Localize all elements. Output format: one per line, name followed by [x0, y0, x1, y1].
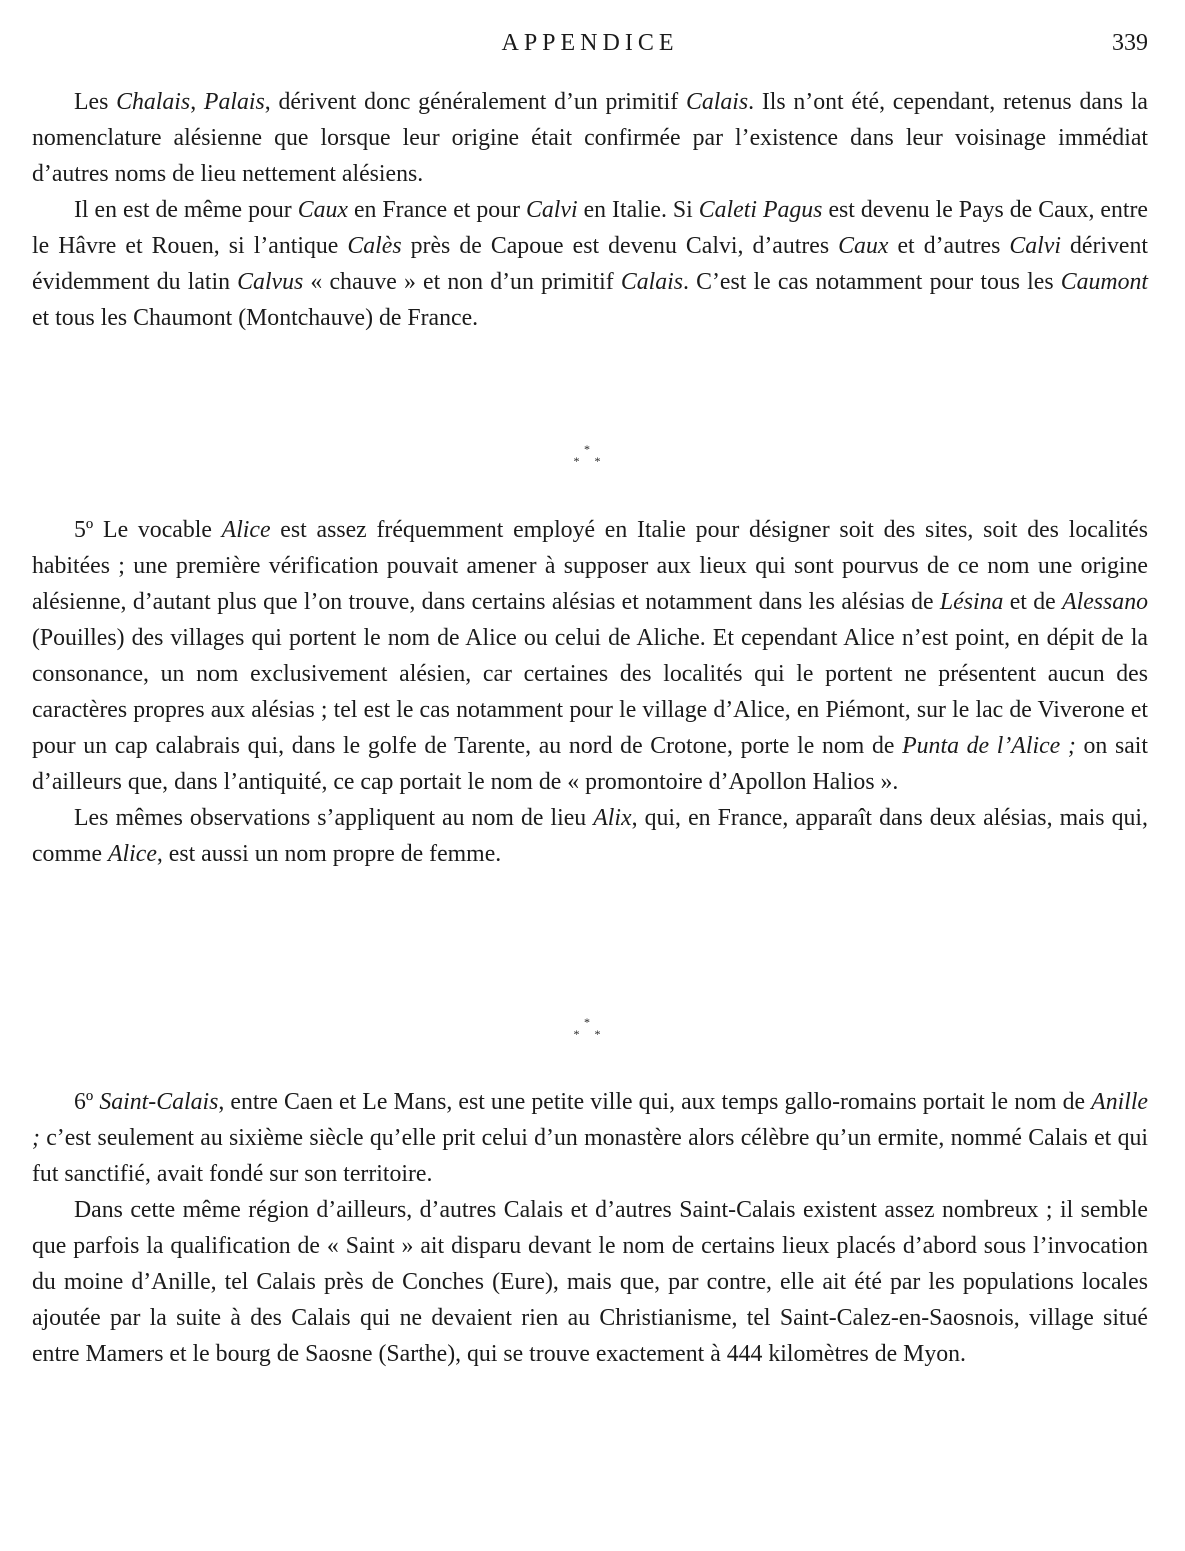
- italic-run: Calès: [347, 233, 402, 259]
- section-saint-calais: [32, 1084, 1148, 1372]
- asterism-top-star: *: [584, 1015, 596, 1029]
- asterism-divider: [560, 1016, 620, 1040]
- text-run: Dans cette même région d’ailleurs, d’autres Calais et d’autres Saint-Calais existent assez nombreux ; il semble que parfois la qualification de « Saint » ait disparu devant le nom de certains lieux placés d’abord sous l’invocation du moine d’Anille, tel Calais près de Conches (Eure), mais que, par contre, elle ait été par les populations locales ajoutée par la suite à des Calais qui ne devaient rien au Christianisme, tel Saint-Calez-en-Saosnois, village situé entre Mamers et le bourg de Saosne (Sarthe), qui se trouve exactement à 444 kilomètres de Myon.: [32, 1197, 1148, 1367]
- text-run: . C’est le cas notamment pour tous les: [683, 269, 1061, 295]
- text-run: on sait d’ailleurs que, dans l’antiquité, ce cap portait le nom de « promontoire d’Apollon Halios ».: [32, 733, 1148, 795]
- italic-run: Calvus: [237, 269, 304, 295]
- section-calais-caux: [32, 84, 1148, 336]
- text-run: , dérivent donc généralement d’un primitif: [264, 89, 686, 115]
- paragraph: [32, 1192, 1148, 1372]
- italic-run: Calvi: [526, 197, 578, 223]
- text-run: , est aussi un nom propre de femme.: [156, 841, 502, 867]
- text-run: Les: [74, 89, 117, 115]
- italic-run: Lésina: [939, 589, 1004, 615]
- text-run: « chauve » et non d’un primitif: [303, 269, 621, 295]
- italic-run: Caumont: [1060, 269, 1148, 295]
- section-alice: [32, 512, 1148, 872]
- asterism-top-star: *: [584, 442, 596, 456]
- italic-run: Calvi: [1009, 233, 1061, 259]
- italic-run: Calais: [685, 89, 749, 115]
- italic-run: Anille ;: [32, 1089, 1148, 1151]
- italic-run: Caleti Pagus: [698, 197, 823, 223]
- italic-run: Punta de l’Alice ;: [902, 733, 1076, 759]
- text-run: près de Capoue est devenu Calvi, d’autres: [401, 233, 839, 259]
- italic-run: Chalais: [116, 89, 191, 115]
- running-title: APPENDICE: [501, 30, 679, 56]
- text-run: et tous les Chaumont (Montchauve) de France.: [32, 305, 479, 331]
- asterism-bottom-stars: * *: [573, 454, 607, 468]
- text-run: en Italie. Si: [577, 197, 699, 223]
- asterism-bottom-stars: * *: [573, 1027, 607, 1041]
- italic-run: Alix: [593, 805, 632, 831]
- text-run: 5º Le vocable: [74, 517, 222, 543]
- italic-run: Alice: [221, 517, 271, 543]
- paragraph: [32, 1084, 1148, 1192]
- italic-run: Alice: [108, 841, 157, 867]
- text-run: Il en est de même pour: [74, 197, 298, 223]
- text-run: est assez fréquemment employé en Italie pour désigner soit des sites, soit des localités habitées ; une première vérification pouvait amener à supposer aux lieux qui sont pourvus de ce nom une origine alésienne, d’autant plus que l’on trouve, dans certains alésias et notamment dans les alésias de: [32, 517, 1148, 615]
- page-number: 339: [1112, 30, 1148, 56]
- running-header: [32, 30, 1148, 64]
- text-run: et de: [1003, 589, 1063, 615]
- text-run: , qui, en France, apparaît dans deux alésias, mais qui, comme: [32, 805, 1148, 867]
- text-run: dérivent évidemment du latin: [32, 233, 1148, 295]
- italic-run: Caux: [838, 233, 889, 259]
- text-run: en France et pour: [347, 197, 527, 223]
- paragraph: [32, 800, 1148, 872]
- text-run: ,: [190, 89, 204, 115]
- paragraph: [32, 84, 1148, 192]
- text-run: est devenu le Pays de Caux, entre le Hâvre et Rouen, si l’antique: [32, 197, 1148, 259]
- asterism-divider: [560, 443, 620, 467]
- italic-run: Calais: [620, 269, 684, 295]
- italic-run: Palais: [203, 89, 265, 115]
- italic-run: Saint-Calais: [99, 1089, 219, 1115]
- italic-run: Alessano: [1062, 589, 1148, 615]
- text-run: 6º: [74, 1089, 100, 1115]
- paragraph: [32, 512, 1148, 800]
- paragraph: [32, 192, 1148, 336]
- text-run: et d’autres: [888, 233, 1010, 259]
- text-run: Les mêmes observations s’appliquent au nom de lieu: [74, 805, 594, 831]
- italic-run: Caux: [297, 197, 348, 223]
- text-run: . Ils n’ont été, cependant, retenus dans la nomenclature alésienne que lorsque leur origine était confirmée par l’existence dans leur voisinage immédiat d’autres noms de lieu nettement alésiens.: [32, 89, 1148, 187]
- text-run: c’est seulement au sixième siècle qu’elle prit celui d’un monastère alors célèbre qu’un ermite, nommé Calais et qui fut sanctifié, avait fondé sur son territoire.: [32, 1125, 1148, 1187]
- text-run: , entre Caen et Le Mans, est une petite ville qui, aux temps gallo-romains portait le nom de: [218, 1089, 1092, 1115]
- text-run: (Pouilles) des villages qui portent le nom de Alice ou celui de Aliche. Et cependant Alice n’est point, en dépit de la consonance, un nom exclusivement alésien, car certaines des localités qui le portent ne présentent aucun des caractères propres aux alésias ; tel est le cas notamment pour le village d’Alice, en Piémont, sur le lac de Viverone et pour un cap calabrais qui, dans le golfe de Tarente, au nord de Crotone, porte le nom de: [32, 625, 1148, 759]
